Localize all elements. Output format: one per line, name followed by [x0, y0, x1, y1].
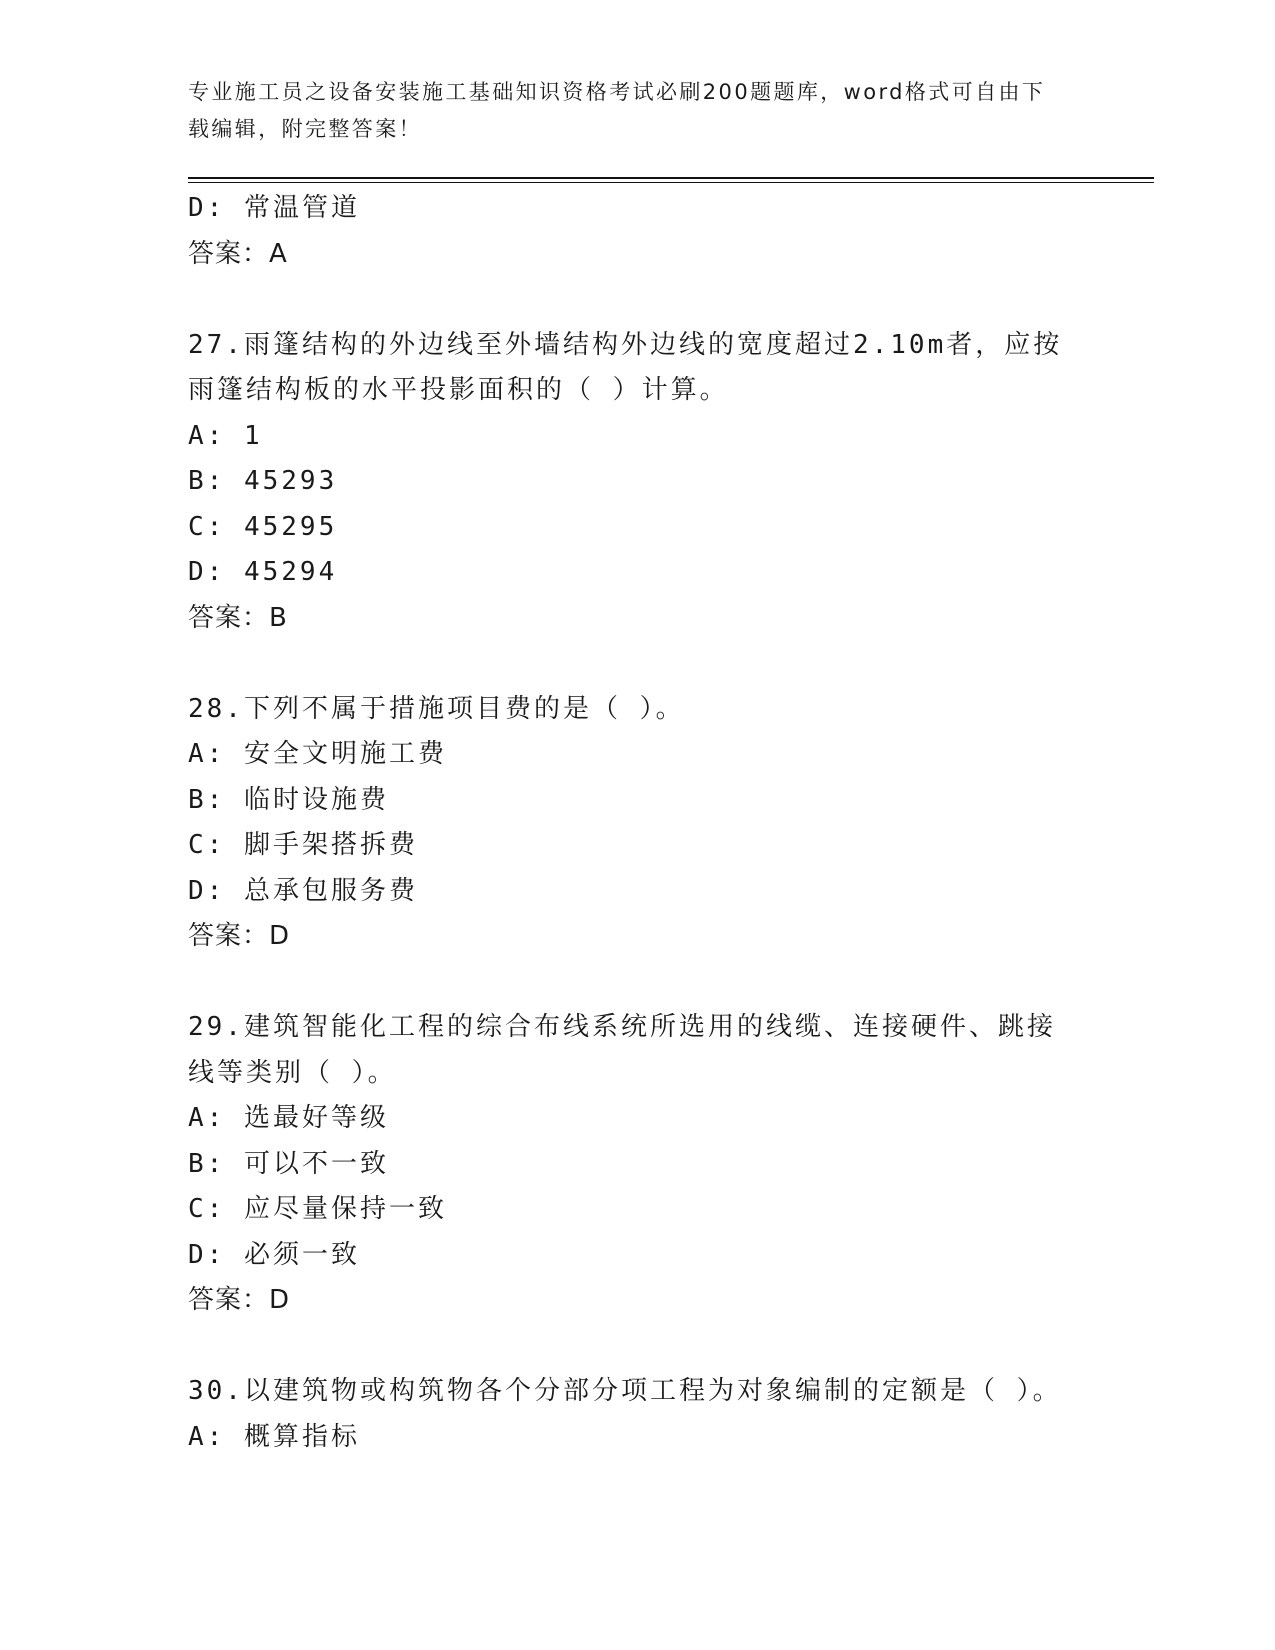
option-a: A: 选最好等级 [188, 1103, 389, 1133]
option-d: D: 总承包服务费 [188, 875, 418, 906]
option-c: C: 应尽量保持一致 [188, 1194, 447, 1224]
header-rule-thick [188, 177, 1154, 179]
header-rule-thin [188, 182, 1154, 183]
question-27-text: 27.雨篷结构的外边线至外墙结构外边线的宽度超过2.10m者，应按雨篷结构板的水平投影面积的（ ）计算。 [188, 329, 1063, 405]
option-d: D: 45294 [188, 557, 338, 587]
option-b: B: 可以不一致 [188, 1148, 389, 1179]
question-content [188, 186, 1088, 1460]
question-28-text: 28.下列不属于措施项目费的是（ ）。 [188, 693, 685, 724]
answer: 答案：D [188, 1285, 291, 1315]
option-b: B: 45293 [188, 466, 338, 496]
option-a: A: 安全文明施工费 [188, 739, 447, 769]
document-header: 专业施工员之设备安装施工基础知识资格考试必刷200题题库，word格式可自由下载编辑，附完整答案！ [188, 80, 1046, 141]
option-d: D: 必须一致 [188, 1239, 360, 1270]
answer: 答案：D [188, 921, 291, 951]
question-30-text: 30.以建筑物或构筑物各个分部分项工程为对象编制的定额是（ ）。 [188, 1376, 1062, 1406]
option-a: A: 1 [188, 420, 263, 451]
option-c: C: 脚手架搭拆费 [188, 830, 418, 860]
option-d: D: 常温管道 [188, 193, 360, 223]
answer: 答案：A [188, 238, 288, 269]
option-c: C: 45295 [188, 511, 338, 542]
option-a: A: 概算指标 [188, 1421, 360, 1452]
question-29-text: 29.建筑智能化工程的综合布线系统所选用的线缆、连接硬件、跳接线等类别（ ）。 [188, 1012, 1056, 1088]
answer: 答案：B [188, 602, 288, 633]
option-b: B: 临时设施费 [188, 784, 389, 815]
